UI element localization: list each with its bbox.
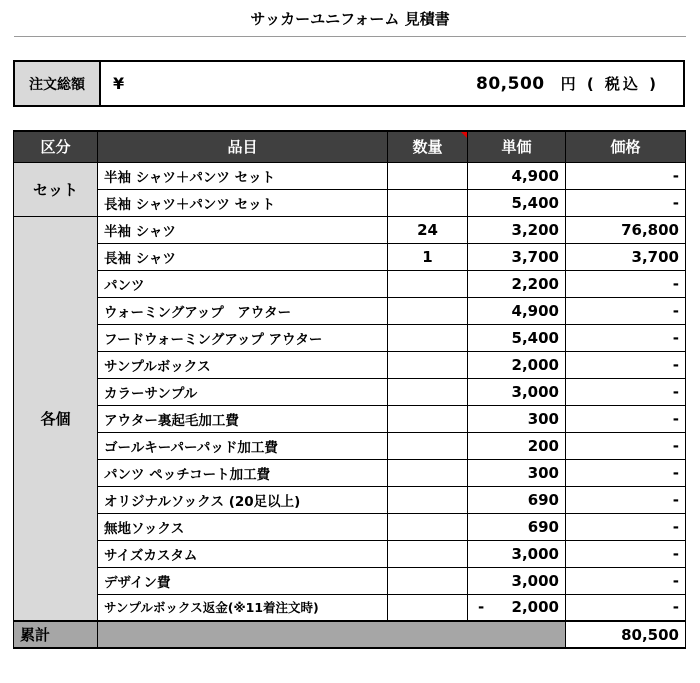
quantity-cell[interactable]: 24 [388, 216, 468, 243]
order-total-box [13, 60, 685, 107]
price-cell: - [566, 324, 686, 351]
table-row [14, 351, 686, 378]
price-cell: - [566, 189, 686, 216]
header-unit-price: 単価 [468, 131, 566, 162]
price-cell: - [566, 540, 686, 567]
quantity-cell[interactable] [388, 513, 468, 540]
price-cell: 3,700 [566, 243, 686, 270]
unit-price-cell: 300 [468, 405, 566, 432]
estimate-table [13, 130, 686, 649]
price-cell: - [566, 270, 686, 297]
group-set: セット [14, 162, 98, 216]
group-individual: 各個 [14, 216, 98, 621]
quantity-cell[interactable] [388, 378, 468, 405]
item-cell: ゴールキーパーパッド加工費 [98, 432, 388, 459]
unit-price-cell: 3,700 [468, 243, 566, 270]
price-cell: - [566, 405, 686, 432]
header-category: 区分 [14, 131, 98, 162]
price-cell: - [566, 162, 686, 189]
table-row [14, 324, 686, 351]
table-row [14, 594, 686, 621]
unit-price-cell: 3,000 [468, 378, 566, 405]
total-price: 80,500 [566, 621, 686, 648]
item-cell: アウター裏起毛加工費 [98, 405, 388, 432]
unit-price-cell: 690 [468, 486, 566, 513]
item-cell: デザイン費 [98, 567, 388, 594]
quantity-cell[interactable] [388, 297, 468, 324]
quantity-cell[interactable] [388, 324, 468, 351]
price-cell: - [566, 351, 686, 378]
unit-price-cell: 3,000 [468, 540, 566, 567]
unit-price-cell: 200 [468, 432, 566, 459]
unit-price-cell: 4,900 [468, 297, 566, 324]
unit-price-cell: 2,000 [468, 351, 566, 378]
price-cell: - [566, 432, 686, 459]
price-cell: - [566, 297, 686, 324]
total-label: 累計 [14, 621, 98, 648]
price-cell: - [566, 513, 686, 540]
table-row [14, 243, 686, 270]
quantity-cell[interactable] [388, 540, 468, 567]
price-cell: - [566, 486, 686, 513]
table-row [14, 162, 686, 189]
order-total-label: 注文総額 [15, 62, 101, 105]
quantity-cell[interactable] [388, 594, 468, 621]
item-cell: オリジナルソックス (20足以上) [98, 486, 388, 513]
quantity-cell[interactable] [388, 459, 468, 486]
item-cell: パンツ [98, 270, 388, 297]
quantity-cell[interactable] [388, 270, 468, 297]
price-cell: - [566, 567, 686, 594]
item-cell: カラーサンプル [98, 378, 388, 405]
unit-price-cell: 3,000 [468, 567, 566, 594]
unit-price-cell [468, 594, 566, 621]
price-cell: 76,800 [566, 216, 686, 243]
item-cell: 半袖 シャツ [98, 216, 388, 243]
header-quantity [388, 131, 468, 162]
quantity-cell[interactable] [388, 432, 468, 459]
item-cell: 半袖 シャツ＋パンツ セット [98, 162, 388, 189]
currency-symbol: ¥ [113, 74, 125, 93]
total-filler [98, 621, 566, 648]
item-cell: ウォーミングアップ アウター [98, 297, 388, 324]
table-row [14, 567, 686, 594]
price-cell: - [566, 594, 686, 621]
price-cell: - [566, 378, 686, 405]
table-row [14, 297, 686, 324]
table-row [14, 189, 686, 216]
unit-price-cell: 3,200 [468, 216, 566, 243]
table-row [14, 378, 686, 405]
quantity-cell[interactable] [388, 567, 468, 594]
quantity-cell[interactable] [388, 405, 468, 432]
unit-price-cell: 2,200 [468, 270, 566, 297]
quantity-cell[interactable] [388, 189, 468, 216]
item-cell: フードウォーミングアップ アウター [98, 324, 388, 351]
header-quantity-label: 数量 [412, 138, 443, 157]
item-cell: 長袖 シャツ [98, 243, 388, 270]
comment-indicator-icon [461, 132, 467, 138]
unit-price-cell: 300 [468, 459, 566, 486]
table-row [14, 486, 686, 513]
item-cell: パンツ ペッチコート加工費 [98, 459, 388, 486]
table-row [14, 540, 686, 567]
table-row [14, 405, 686, 432]
order-total-amount: 80,500 [476, 73, 545, 94]
unit-price-cell: 5,400 [468, 324, 566, 351]
item-cell: サイズカスタム [98, 540, 388, 567]
order-total-value [101, 62, 683, 105]
quantity-cell[interactable]: 1 [388, 243, 468, 270]
quantity-cell[interactable] [388, 162, 468, 189]
table-row [14, 216, 686, 243]
header-price: 価格 [566, 131, 686, 162]
unit-price-cell: 690 [468, 513, 566, 540]
unit-price-cell: 5,400 [468, 189, 566, 216]
item-cell: 長袖 シャツ＋パンツ セット [98, 189, 388, 216]
unit-price-value: 2,000 [511, 598, 559, 617]
table-row [14, 432, 686, 459]
item-cell: 無地ソックス [98, 513, 388, 540]
order-total-unit: 円 ( 税込 ) [560, 75, 659, 93]
total-row [14, 621, 686, 648]
table-row [14, 270, 686, 297]
item-cell: サンプルボックス返金(※11着注文時) [98, 594, 388, 621]
quantity-cell[interactable] [388, 351, 468, 378]
price-cell: - [566, 459, 686, 486]
quantity-cell[interactable] [388, 486, 468, 513]
table-row [14, 459, 686, 486]
negative-sign: - [478, 598, 485, 617]
table-row [14, 513, 686, 540]
table-header-row [14, 131, 686, 162]
item-cell: サンプルボックス [98, 351, 388, 378]
header-item: 品目 [98, 131, 388, 162]
document-title: サッカーユニフォーム 見積書 [250, 10, 450, 28]
title-divider [14, 36, 686, 37]
unit-price-cell: 4,900 [468, 162, 566, 189]
